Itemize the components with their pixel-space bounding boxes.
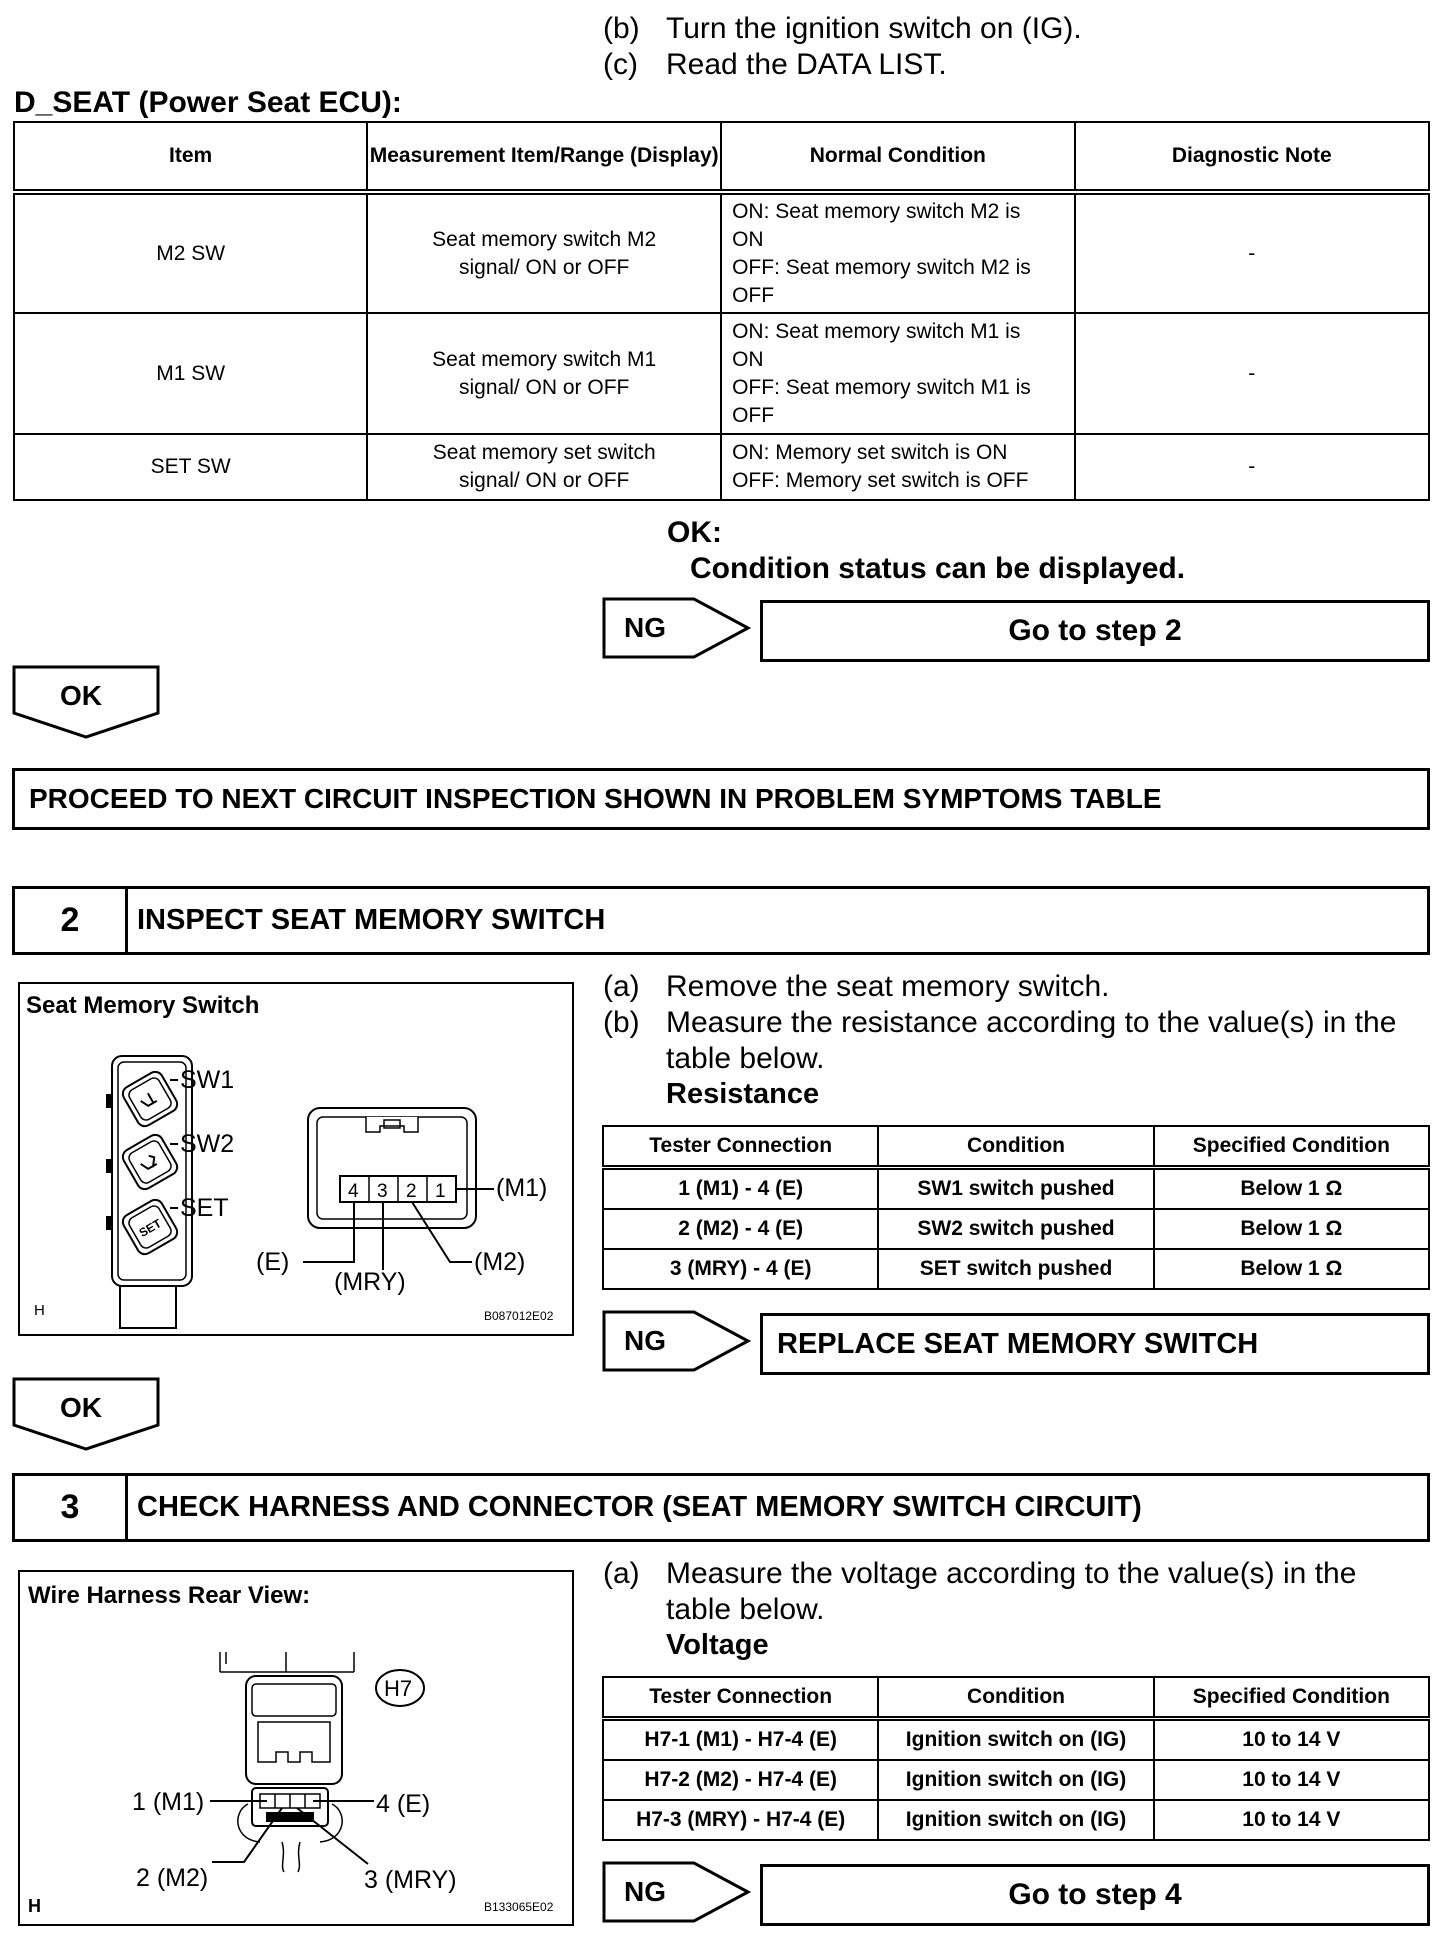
step-label: (a)	[603, 970, 640, 1003]
table-row	[603, 1800, 1429, 1840]
data-list-title: D_SEAT (Power Seat ECU):	[14, 86, 402, 119]
replace-switch-box	[760, 1313, 1430, 1375]
figure-code: B087012E02	[484, 1309, 554, 1323]
ng-arrow-1	[602, 597, 752, 659]
table-cell: SW1 switch pushed	[878, 1168, 1153, 1210]
header-cell: Diagnostic Note	[1075, 122, 1429, 192]
table-cell: H7-1 (M1) - H7-4 (E)	[603, 1719, 878, 1761]
note-cell: -	[1075, 434, 1429, 500]
pin-number: 1	[435, 1181, 446, 1202]
ok-arrow-2	[12, 1377, 160, 1451]
sw2-label: SW2	[180, 1130, 235, 1158]
normal-cell	[721, 192, 1074, 313]
header-cell: Item	[14, 122, 367, 192]
ok-label: OK	[60, 1392, 102, 1423]
pin-number: 4	[348, 1181, 359, 1202]
table-row	[14, 313, 1429, 434]
pin-label-3: 3 (MRY)	[364, 1866, 457, 1894]
table-row	[603, 1249, 1429, 1289]
step-2-instruction-b	[603, 1006, 1423, 1042]
switch-diagram	[20, 984, 572, 1334]
table-cell: 10 to 14 V	[1154, 1719, 1429, 1761]
table-row	[603, 1168, 1429, 1210]
table-cell: 10 to 14 V	[1154, 1800, 1429, 1840]
pin-label-4: 4 (E)	[376, 1790, 431, 1818]
step-text: Turn the ignition switch on (IG).	[666, 12, 1082, 45]
goto-step-2-text: Go to step 2	[1008, 614, 1182, 647]
normal-line: ON: Memory set switch is ON	[732, 441, 1008, 464]
pin-label-2: 2 (M2)	[136, 1864, 209, 1892]
step-3-instruction-a-cont	[603, 1593, 1423, 1629]
ok-condition-text: Condition status can be displayed.	[690, 552, 1186, 585]
header-cell: Measurement Item/Range (Display)	[367, 122, 721, 192]
voltage-title: Voltage	[666, 1629, 769, 1661]
normal-line: OFF	[732, 403, 775, 427]
header-cell: Specified Condition	[1154, 1677, 1429, 1719]
voltage-table	[602, 1676, 1430, 1841]
pin-label-e: (E)	[256, 1248, 290, 1276]
item-cell: M2 SW	[14, 192, 367, 313]
step-text: Read the DATA LIST.	[666, 48, 947, 81]
ng-arrow-2	[602, 1310, 752, 1372]
note-cell: -	[1075, 313, 1429, 434]
svg-text:SET: SET	[136, 1216, 164, 1240]
table-header-row	[603, 1677, 1429, 1719]
table-cell: 2 (M2) - 4 (E)	[603, 1209, 878, 1249]
pin-label-mry: (MRY)	[334, 1268, 406, 1296]
normal-cell	[721, 434, 1074, 500]
step-text: Remove the seat memory switch.	[666, 970, 1110, 1003]
step-label: (c)	[603, 48, 638, 81]
wire-harness-figure	[18, 1570, 574, 1926]
figure-corner-mark: H	[28, 1896, 41, 1916]
step-2-header	[12, 886, 1430, 955]
goto-step-4-box	[760, 1864, 1430, 1926]
header-cell: Tester Connection	[603, 1126, 878, 1168]
ok-arrow-1	[12, 665, 160, 739]
set-label: SET	[180, 1194, 229, 1222]
ng-label: NG	[624, 612, 666, 643]
range-text: Seat memory set switch signal/ ON or OFF	[432, 441, 656, 492]
ng-arrow-3	[602, 1861, 752, 1923]
goto-step-2-box	[760, 600, 1430, 662]
table-cell: Ignition switch on (IG)	[878, 1800, 1153, 1840]
item-cell: SET SW	[14, 434, 367, 500]
item-cell: M1 SW	[14, 313, 367, 434]
table-cell: Below 1 Ω	[1154, 1168, 1429, 1210]
normal-line: ON: Seat memory switch M2 is	[732, 199, 1021, 223]
table-cell: Below 1 Ω	[1154, 1249, 1429, 1289]
normal-line: OFF: Seat memory switch M2 is	[732, 255, 1031, 279]
pin-label-1: 1 (M1)	[132, 1788, 205, 1816]
pin-label-m2: (M2)	[474, 1248, 526, 1276]
ng-label: NG	[624, 1325, 666, 1356]
data-list-table	[13, 121, 1430, 501]
table-cell: 10 to 14 V	[1154, 1760, 1429, 1800]
seat-memory-switch-figure	[18, 982, 574, 1336]
header-cell: Condition	[878, 1126, 1153, 1168]
resistance-table	[602, 1125, 1430, 1290]
harness-diagram	[20, 1572, 572, 1924]
intro-step-b	[603, 12, 1403, 48]
intro-step-c	[603, 48, 1403, 84]
table-cell: SET switch pushed	[878, 1249, 1153, 1289]
table-row	[603, 1719, 1429, 1761]
pin-label-m1: (M1)	[496, 1174, 548, 1202]
step-label: (a)	[603, 1557, 640, 1590]
step-text: Measure the voltage according to the value(s) in the	[666, 1557, 1357, 1590]
step-title: INSPECT SEAT MEMORY SWITCH	[137, 904, 606, 936]
step-label: (b)	[603, 1006, 640, 1039]
range-cell	[367, 313, 721, 434]
table-cell: Below 1 Ω	[1154, 1209, 1429, 1249]
pin-number: 2	[406, 1181, 417, 1202]
step-label: (b)	[603, 12, 640, 45]
ok-condition-label: OK:	[667, 516, 722, 549]
normal-line: OFF: Seat memory switch M1 is	[732, 375, 1031, 399]
table-cell: 1 (M1) - 4 (E)	[603, 1168, 878, 1210]
table-header-row	[14, 122, 1429, 192]
ng-label: NG	[624, 1876, 666, 1907]
figure-title: Wire Harness Rear View:	[28, 1582, 311, 1609]
table-row	[14, 192, 1429, 313]
normal-line: OFF	[732, 283, 775, 307]
step-text: Measure the resistance according to the value(s) in the	[666, 1006, 1397, 1039]
range-text: Seat memory switch M1 signal/ ON or OFF	[432, 347, 657, 399]
normal-line: OFF: Memory set switch is OFF	[732, 469, 1029, 492]
figure-corner-mark: H	[34, 1302, 45, 1319]
table-cell: 3 (MRY) - 4 (E)	[603, 1249, 878, 1289]
header-cell: Condition	[878, 1677, 1153, 1719]
table-header-row	[603, 1126, 1429, 1168]
range-cell	[367, 192, 721, 313]
step-text: table below.	[666, 1042, 825, 1075]
proceed-box	[12, 768, 1430, 830]
step-number: 2	[15, 889, 128, 952]
pin-number: 3	[377, 1181, 388, 1202]
range-text: Seat memory switch M2 signal/ ON or OFF	[432, 227, 657, 279]
goto-step-4-text: Go to step 4	[1008, 1878, 1182, 1911]
step-title: CHECK HARNESS AND CONNECTOR (SEAT MEMORY SWITCH CIRCUIT)	[137, 1491, 1142, 1523]
note-cell: -	[1075, 192, 1429, 313]
sw1-label: SW1	[180, 1066, 235, 1094]
table-cell: H7-2 (M2) - H7-4 (E)	[603, 1760, 878, 1800]
figure-title: Seat Memory Switch	[26, 992, 260, 1019]
step-3-header	[12, 1473, 1430, 1542]
step-text: table below.	[666, 1593, 825, 1626]
table-cell: Ignition switch on (IG)	[878, 1760, 1153, 1800]
step-3-instruction-a	[603, 1557, 1423, 1593]
table-row	[603, 1209, 1429, 1249]
ok-label: OK	[60, 680, 102, 711]
table-row	[14, 434, 1429, 500]
step-number: 3	[15, 1476, 128, 1539]
replace-switch-text: REPLACE SEAT MEMORY SWITCH	[777, 1327, 1259, 1360]
header-cell: Tester Connection	[603, 1677, 878, 1719]
header-cell: Normal Condition	[721, 122, 1074, 192]
normal-line: ON: Seat memory switch M1 is	[732, 319, 1021, 343]
step-2-instruction-a	[603, 970, 1423, 1006]
resistance-title: Resistance	[666, 1078, 820, 1110]
normal-line: ON	[732, 347, 764, 371]
proceed-text: PROCEED TO NEXT CIRCUIT INSPECTION SHOWN IN PROBLEM SYMPTOMS TABLE	[29, 783, 1162, 814]
table-cell: H7-3 (MRY) - H7-4 (E)	[603, 1800, 878, 1840]
table-cell: SW2 switch pushed	[878, 1209, 1153, 1249]
normal-cell	[721, 313, 1074, 434]
range-cell	[367, 434, 721, 500]
figure-code: B133065E02	[484, 1900, 554, 1914]
step-2-instruction-b-cont	[603, 1042, 1423, 1078]
table-cell: Ignition switch on (IG)	[878, 1719, 1153, 1761]
table-row	[603, 1760, 1429, 1800]
connector-id: H7	[384, 1676, 413, 1701]
normal-line: ON	[732, 227, 764, 251]
header-cell: Specified Condition	[1154, 1126, 1429, 1168]
